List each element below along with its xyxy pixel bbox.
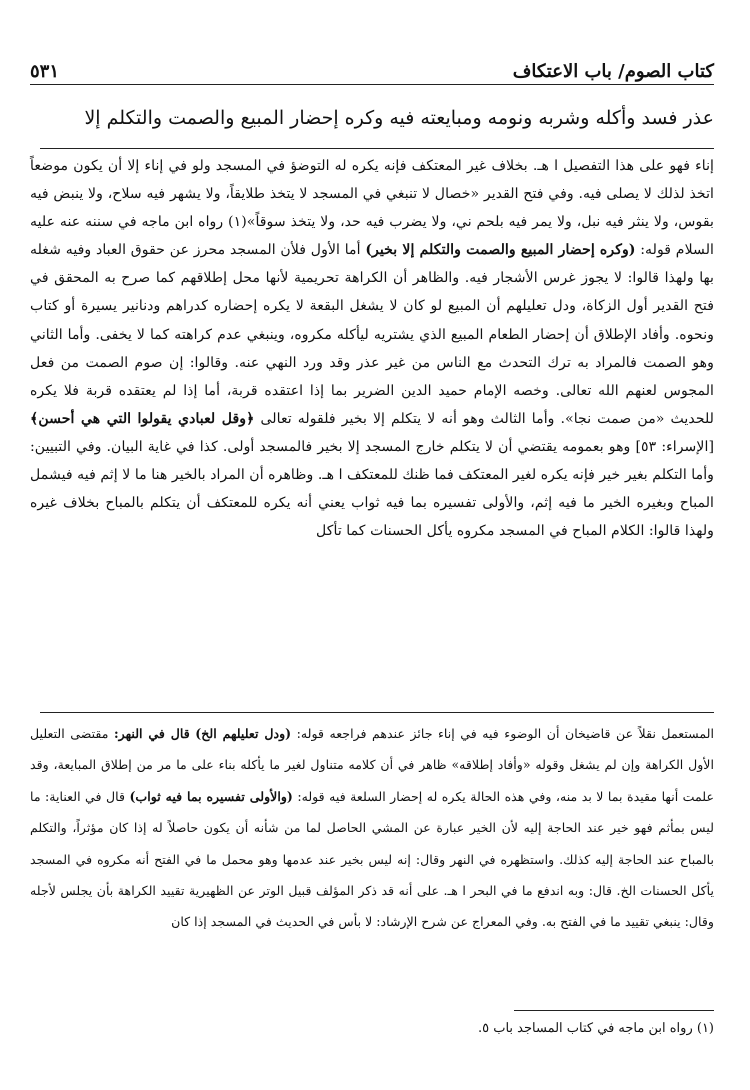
- page-header: [30, 58, 714, 85]
- commentary-paragraph: [30, 152, 714, 545]
- note-quote-1: (ودل تعليلهم الخ): [195, 726, 292, 741]
- page-number: ٥٣١: [30, 61, 60, 82]
- divider-main: [40, 148, 714, 149]
- matn-text: عذر فسد وأكله وشربه ونومه ومبايعته فيه وكره إحضار المبيع والصمت والتكلم إلا: [84, 107, 714, 129]
- note-quote-2: قال في النهر:: [114, 726, 190, 741]
- commentary-quote-1: (وكره إحضار المبيع والصمت والتكلم إلا بخير): [365, 242, 636, 259]
- divider-notes: [40, 712, 714, 713]
- divider-footnote: [514, 1010, 714, 1011]
- quran-quote: ﴿وقل لعبادي يقولوا التي هي أحسن﴾: [30, 410, 255, 427]
- notes-paragraph: [30, 718, 714, 938]
- note-text-3: قال في العناية: ما ليس بمأثم فهو خير عند الحاجة إليه لأن الخير عبارة عن المشي الحاصل لما من شأنه أن يكون حاصلاً له إذا كان مؤثراً، والتكلم بالمباح عند الحاجة إليه كذلك. واستظهره في النهر وقال: إنه ليس بخير عند عدمها وهو محمل ما في الفتح أنه مكروه في المسجد يأكل الحسنات الخ. قال: وبه اندفع ما في البحر ا هـ. على أنه قد ذكر المؤلف قبيل الوتر عن الظهيرية تقييد الكراهة بأن يجلس لأجله وقال: ينبغي تقييد ما في الفتح به. وفي المعراج عن شرح الإرشاد: لا بأس في الحديث في المسجد إذا كان: [30, 788, 714, 930]
- commentary-text-3: [الإسراء: ٥٣] وهو بعمومه يقتضي أن لا يتكلم خارج المسجد إلا بخير فالمسجد أولى. كذا في غاية البيان. وفي التبيين: وأما التكلم بغير خير فإنه يكره لغير المعتكف فما ظنك للمعتكف ا هـ. وظاهره أن المراد بالخير هنا ما لا إثم فيه فيشمل المباح وبغيره الخير ما فيه إثم، والأولى تفسيره بما فيه ثواب يعني أنه يكره للمعتكف أن يتكلم بالمباح بخلاف غيره ولهذا قالوا: الكلام المباح في المسجد مكروه يأكل الحسنات كما تأكل: [30, 438, 715, 540]
- note-text-1: المستعمل نقلاً عن قاضيخان أن الوضوء فيه في إناء جائز عندهم فراجعه قوله:: [296, 726, 714, 741]
- running-head: كتاب الصوم/ باب الاعتكاف: [512, 61, 714, 82]
- commentary-block: [30, 152, 714, 545]
- note-quote-3: (والأولى تفسيره بما فيه ثواب): [129, 788, 293, 804]
- commentary-text-1: إناء فهو على هذا التفصيل ا هـ. بخلاف غير المعتكف فإنه يكره له التوضؤ في المسجد ولو في إناء إلا أن يكون موضعاً اتخذ لذلك لا يصلى فيه. وفي فتح القدير «خصال لا تنبغي في المسجد لا يتخذ طلايقاً، ولا يشهر فيه سلاح، ولا ينبض فيه بقوس، ولا ينثر فيه نبل، ولا يمر فيه بلحم ني، ولا يضرب فيه حد، ولا يتخذ سوقاً»(١) رواه ابن ماجه في سننه عنه عليه السلام قوله:: [30, 158, 714, 259]
- footnote: (١) رواه ابن ماجه في كتاب المساجد باب ٥.: [477, 1021, 714, 1036]
- commentary-text-2: أما الأول فلأن المسجد محرز عن حقوق العباد وفيه شغله بها ولهذا قالوا: لا يجوز غرس الأشجار فيه. والظاهر أن الكراهة تحريمية لأنها محل إطلاقهم كما صرح به المحقق في فتح القدير أول الزكاة، ودل تعليلهم أن المبيع لو كان لا يشغل البقعة لا يكره إحضاره كدراهم ودنانير يسيرة أو كتاب ونحوه. وأفاد الإطلاق أن إحضار الطعام المبيع الذي يشتريه ليأكله مكروه، وينبغي عدم كراهته كما لا يخفى. وأما الثاني وهو الصمت فالمراد به ترك التحدث مع الناس من غير عذر وقد ورد النهي عنه. وقالوا: إن صوم الصمت من فعل المجوس لعنهم الله تعالى. وخصه الإمام حميد الدين الضرير بما إذا اعتقده قربة، أما إذا لم يعتقده قربة فلا يكره للحديث «من صمت نجا». وأما الثالث وهو أنه لا يتكلم إلا بخير فلقوله تعالى: [30, 242, 715, 427]
- marginal-notes: [30, 718, 714, 938]
- note-text-2: مقتضى التعليل الأول الكراهة وإن لم يشغل وقوله «وأفاد إطلاقه» ظاهر في أن كلامه متناول لغير ما يأكله بناء على ما مر من إطلاق المبايعة، وقد علمت أنها مقيدة بما لا بد منه، وفي هذه الحالة يكره له إحضار السلعة فيه قوله:: [30, 726, 714, 804]
